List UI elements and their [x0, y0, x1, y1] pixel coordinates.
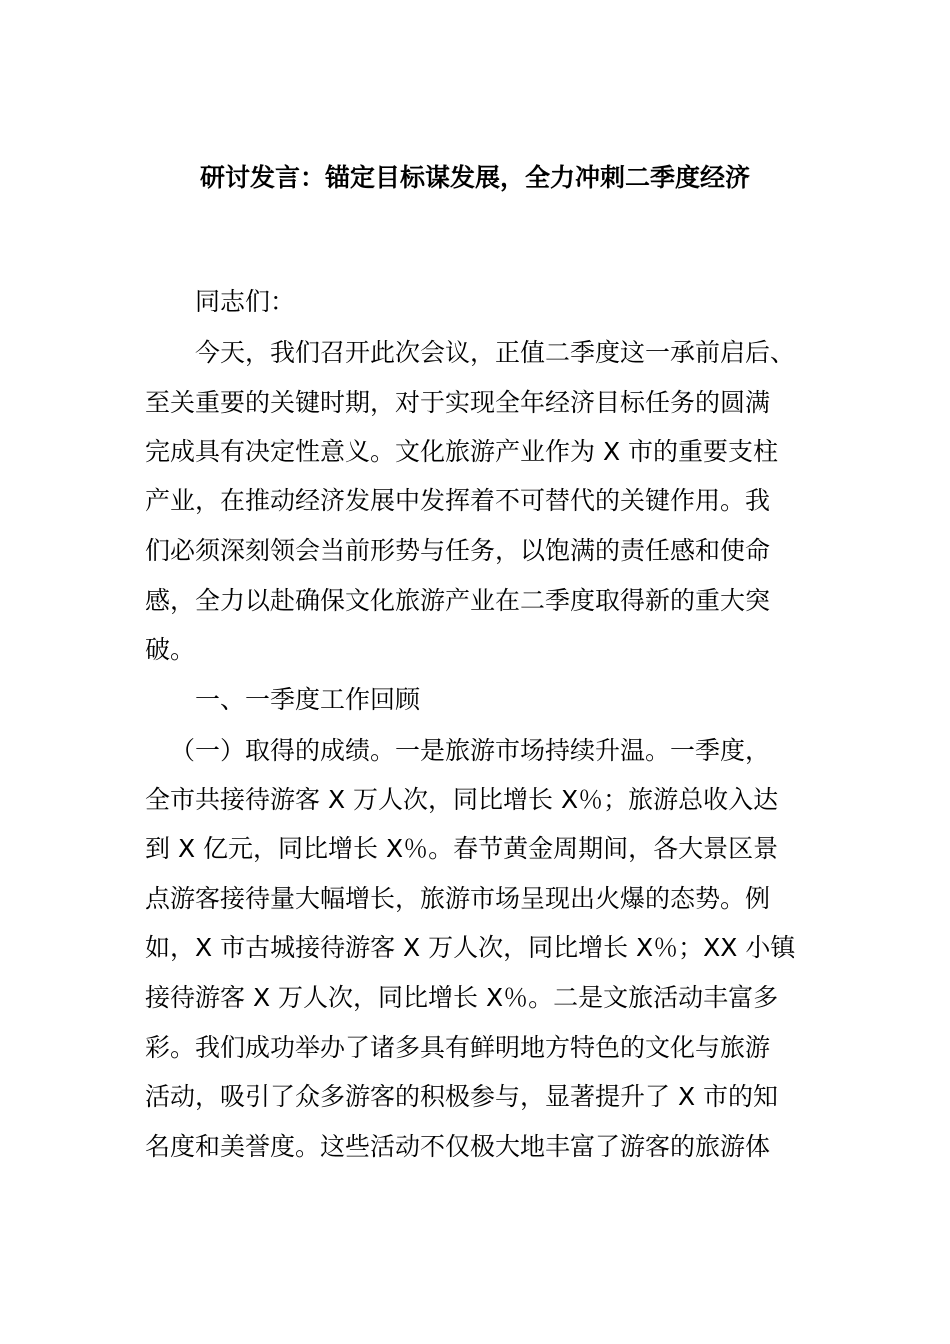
body-line: 到 X 亿元，同比增长 X％。春节黄金周期间，各大景区景 [145, 834, 779, 863]
subsection-line: （一）取得的成绩。一是旅游市场持续升温。一季度， [170, 736, 771, 765]
body-line: 们必须深刻领会当前形势与任务，以饱满的责任感和使命 [145, 536, 771, 565]
body-line: 彩。我们成功举办了诸多具有鲜明地方特色的文化与旅游 [145, 1033, 771, 1062]
body-line: 至关重要的关键时期，对于实现全年经济目标任务的圆满 [145, 388, 771, 417]
body-line: 感，全力以赴确保文化旅游产业在二季度取得新的重大突 [145, 586, 771, 615]
section-heading: 一、一季度工作回顾 [195, 685, 421, 714]
body-line: 破。 [145, 635, 196, 664]
body-line: 全市共接待游客 X 万人次，同比增长 X％；旅游总收入达 [145, 785, 779, 814]
body-line: 活动，吸引了众多游客的积极参与，显著提升了 X 市的知 [145, 1082, 779, 1111]
body-line: 点游客接待量大幅增长，旅游市场呈现出火爆的态势。例 [145, 884, 771, 913]
body-line: 名度和美誉度。这些活动不仅极大地丰富了游客的旅游体 [145, 1132, 771, 1161]
body-line: 今天，我们召开此次会议，正值二季度这一承前启后、 [195, 338, 796, 367]
body-line: 如，X 市古城接待游客 X 万人次，同比增长 X％；XX 小镇 [145, 933, 796, 962]
salutation: 同志们： [195, 287, 296, 316]
body-line: 产业，在推动经济发展中发挥着不可替代的关键作用。我 [145, 486, 771, 515]
body-line: 接待游客 X 万人次，同比增长 X％。二是文旅活动丰富多 [145, 983, 779, 1012]
body-line: 完成具有决定性意义。文化旅游产业作为 X 市的重要支柱 [145, 437, 779, 466]
document-title: 研讨发言：锚定目标谋发展，全力冲刺二季度经济 [199, 163, 750, 192]
